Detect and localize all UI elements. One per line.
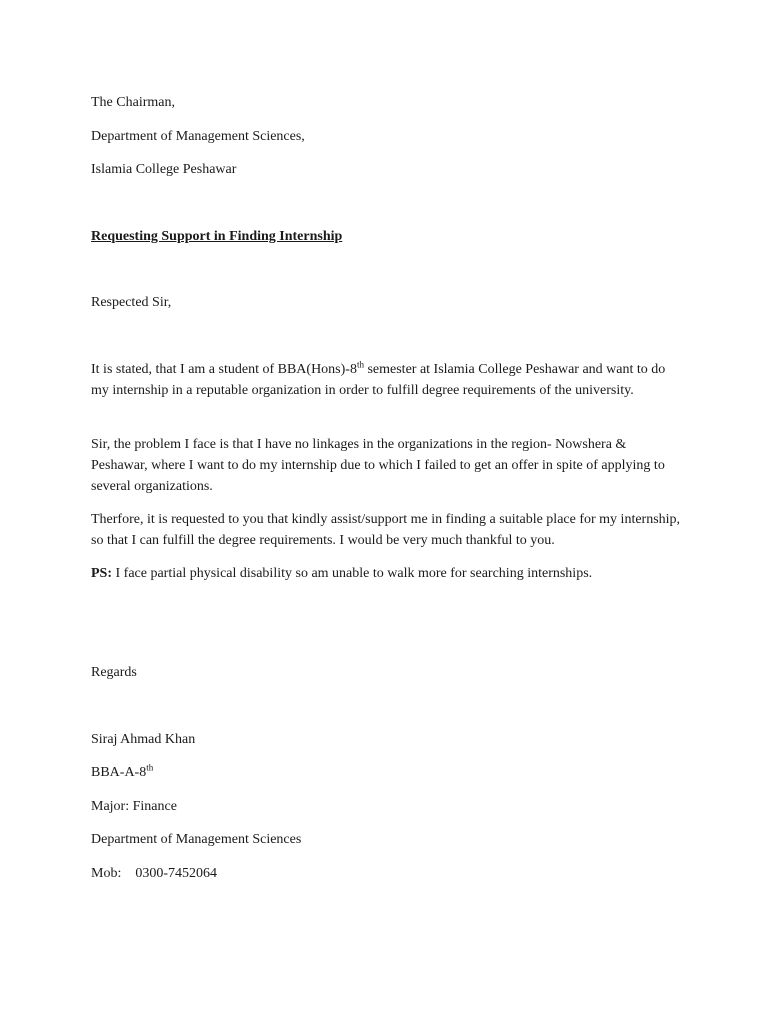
recipient-title: The Chairman, (91, 95, 175, 110)
recipient-department: Department of Management Sciences, (91, 129, 305, 144)
paragraph-intro-superscript: th (356, 359, 364, 370)
salutation: Respected Sir, (91, 295, 172, 310)
paragraph-intro-start: It is stated, that I am a student of BBA(Hons)-8 (91, 362, 357, 377)
signature-class (91, 763, 153, 783)
signature-major: Major: Finance (91, 799, 177, 814)
postscript (91, 563, 681, 584)
paragraph-problem: Sir, the problem I face is that I have no linkages in the organizations in the region- Nowshera & Peshawar, where I want to do my internship due to which I failed to get an offer in spite of applying to several organizations. (91, 437, 665, 494)
postscript-text: I face partial physical disability so am unable to walk more for searching internships. (112, 566, 593, 581)
paragraph-intro-end: semester at Islamia College Peshawar and want to do my internship in a reputable organization in order to fulfill degree requirements of the university. (91, 362, 666, 398)
closing: Regards (91, 665, 137, 680)
signature-mobile (91, 864, 217, 884)
recipient-institution: Islamia College Peshawar (91, 162, 237, 177)
signature-name: Siraj Ahmad Khan (91, 732, 196, 747)
paragraph-intro (91, 359, 681, 401)
letter-subject: Requesting Support in Finding Internship (91, 229, 343, 244)
mobile-label: Mob: (91, 866, 122, 881)
signature-class-text: BBA-A-8 (91, 765, 147, 780)
mobile-number: 0300-7452064 (135, 866, 218, 881)
postscript-label: PS: (91, 566, 112, 581)
paragraph-request: Therfore, it is requested to you that kindly assist/support me in finding a suitable place for my internship, so that I can fulfill the degree requirements. I would be very much thankful to you. (91, 512, 681, 548)
signature-class-superscript: th (146, 762, 154, 773)
signature-department: Department of Management Sciences (91, 832, 302, 847)
